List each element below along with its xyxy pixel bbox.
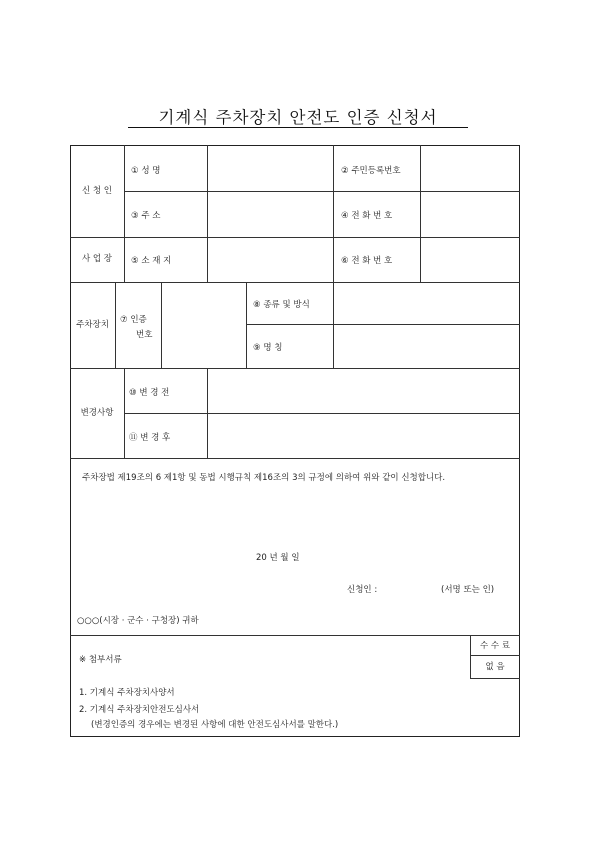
section-applicant: 신 청 인 — [81, 185, 113, 196]
col-divider — [161, 282, 162, 368]
address-label: ③ 주 소 — [131, 211, 161, 221]
attachments-label: ※ 첨부서류 — [79, 655, 122, 665]
row-divider — [70, 282, 520, 283]
section-parking-device: 주차장치 — [76, 319, 109, 330]
change-after-label: ⑪ 변 경 후 — [129, 433, 171, 443]
fee-divider — [470, 655, 520, 656]
type-method-label: ⑧ 종류 및 방식 — [253, 300, 310, 310]
col-divider — [207, 145, 208, 282]
application-statement: 주차장법 제19조의 6 제1항 및 동법 시행규칙 제16조의 3의 규정에 의하여 위와 같이 신청합니다. — [82, 473, 446, 483]
col-divider — [207, 368, 208, 458]
fee-value: 없 음 — [485, 661, 505, 672]
change-before-label: ⑩ 변 경 전 — [129, 388, 170, 398]
resident-id-label: ② 주민등록번호 — [341, 166, 401, 176]
row-divider — [124, 191, 520, 192]
col-divider — [246, 282, 247, 368]
row-divider — [124, 413, 520, 414]
section-changes: 변경사항 — [80, 407, 114, 418]
row-divider — [70, 368, 520, 369]
row-divider — [70, 237, 520, 238]
attachment-item: 1. 기계식 주차장치사양서 — [79, 688, 175, 698]
col-divider — [333, 282, 334, 368]
attachment-note: (변경인증의 경우에는 변경된 사항에 대한 안전도심사서를 말한다.) — [91, 720, 339, 730]
fee-label: 수 수 료 — [479, 640, 511, 651]
section-business: 사 업 장 — [81, 254, 113, 265]
col-divider — [124, 368, 125, 458]
row-divider — [246, 324, 520, 325]
col-divider — [124, 145, 125, 282]
attachment-item: 2. 기계식 주차장치안전도심사서 — [79, 705, 200, 715]
form-title: 기계식 주차장치 안전도 인증 신청서 — [158, 108, 438, 127]
device-name-label: ⑨ 명 칭 — [253, 343, 283, 353]
cert-number-label-2: 번호 — [136, 330, 153, 340]
fee-divider — [470, 678, 520, 679]
title-underline — [128, 127, 468, 128]
signature-hint: (서명 또는 인) — [441, 585, 495, 595]
col-divider — [115, 282, 116, 368]
row-divider — [70, 635, 520, 636]
signer-label: 신청인 : — [347, 585, 378, 595]
business-phone-label: ⑥ 전 화 번 호 — [341, 256, 393, 266]
col-divider — [333, 145, 334, 282]
col-divider — [420, 145, 421, 282]
applicant-phone-label: ④ 전 화 번 호 — [341, 211, 393, 221]
cert-number-label: ⑦ 인증 — [120, 315, 147, 325]
name-label: ① 성 명 — [131, 166, 161, 176]
addressee: ○○○(시장 · 군수 · 구청장) 귀하 — [77, 616, 199, 626]
date-line: 20 년 월 일 — [256, 553, 300, 563]
location-label: ⑤ 소 재 지 — [131, 256, 172, 266]
row-divider — [70, 458, 520, 459]
